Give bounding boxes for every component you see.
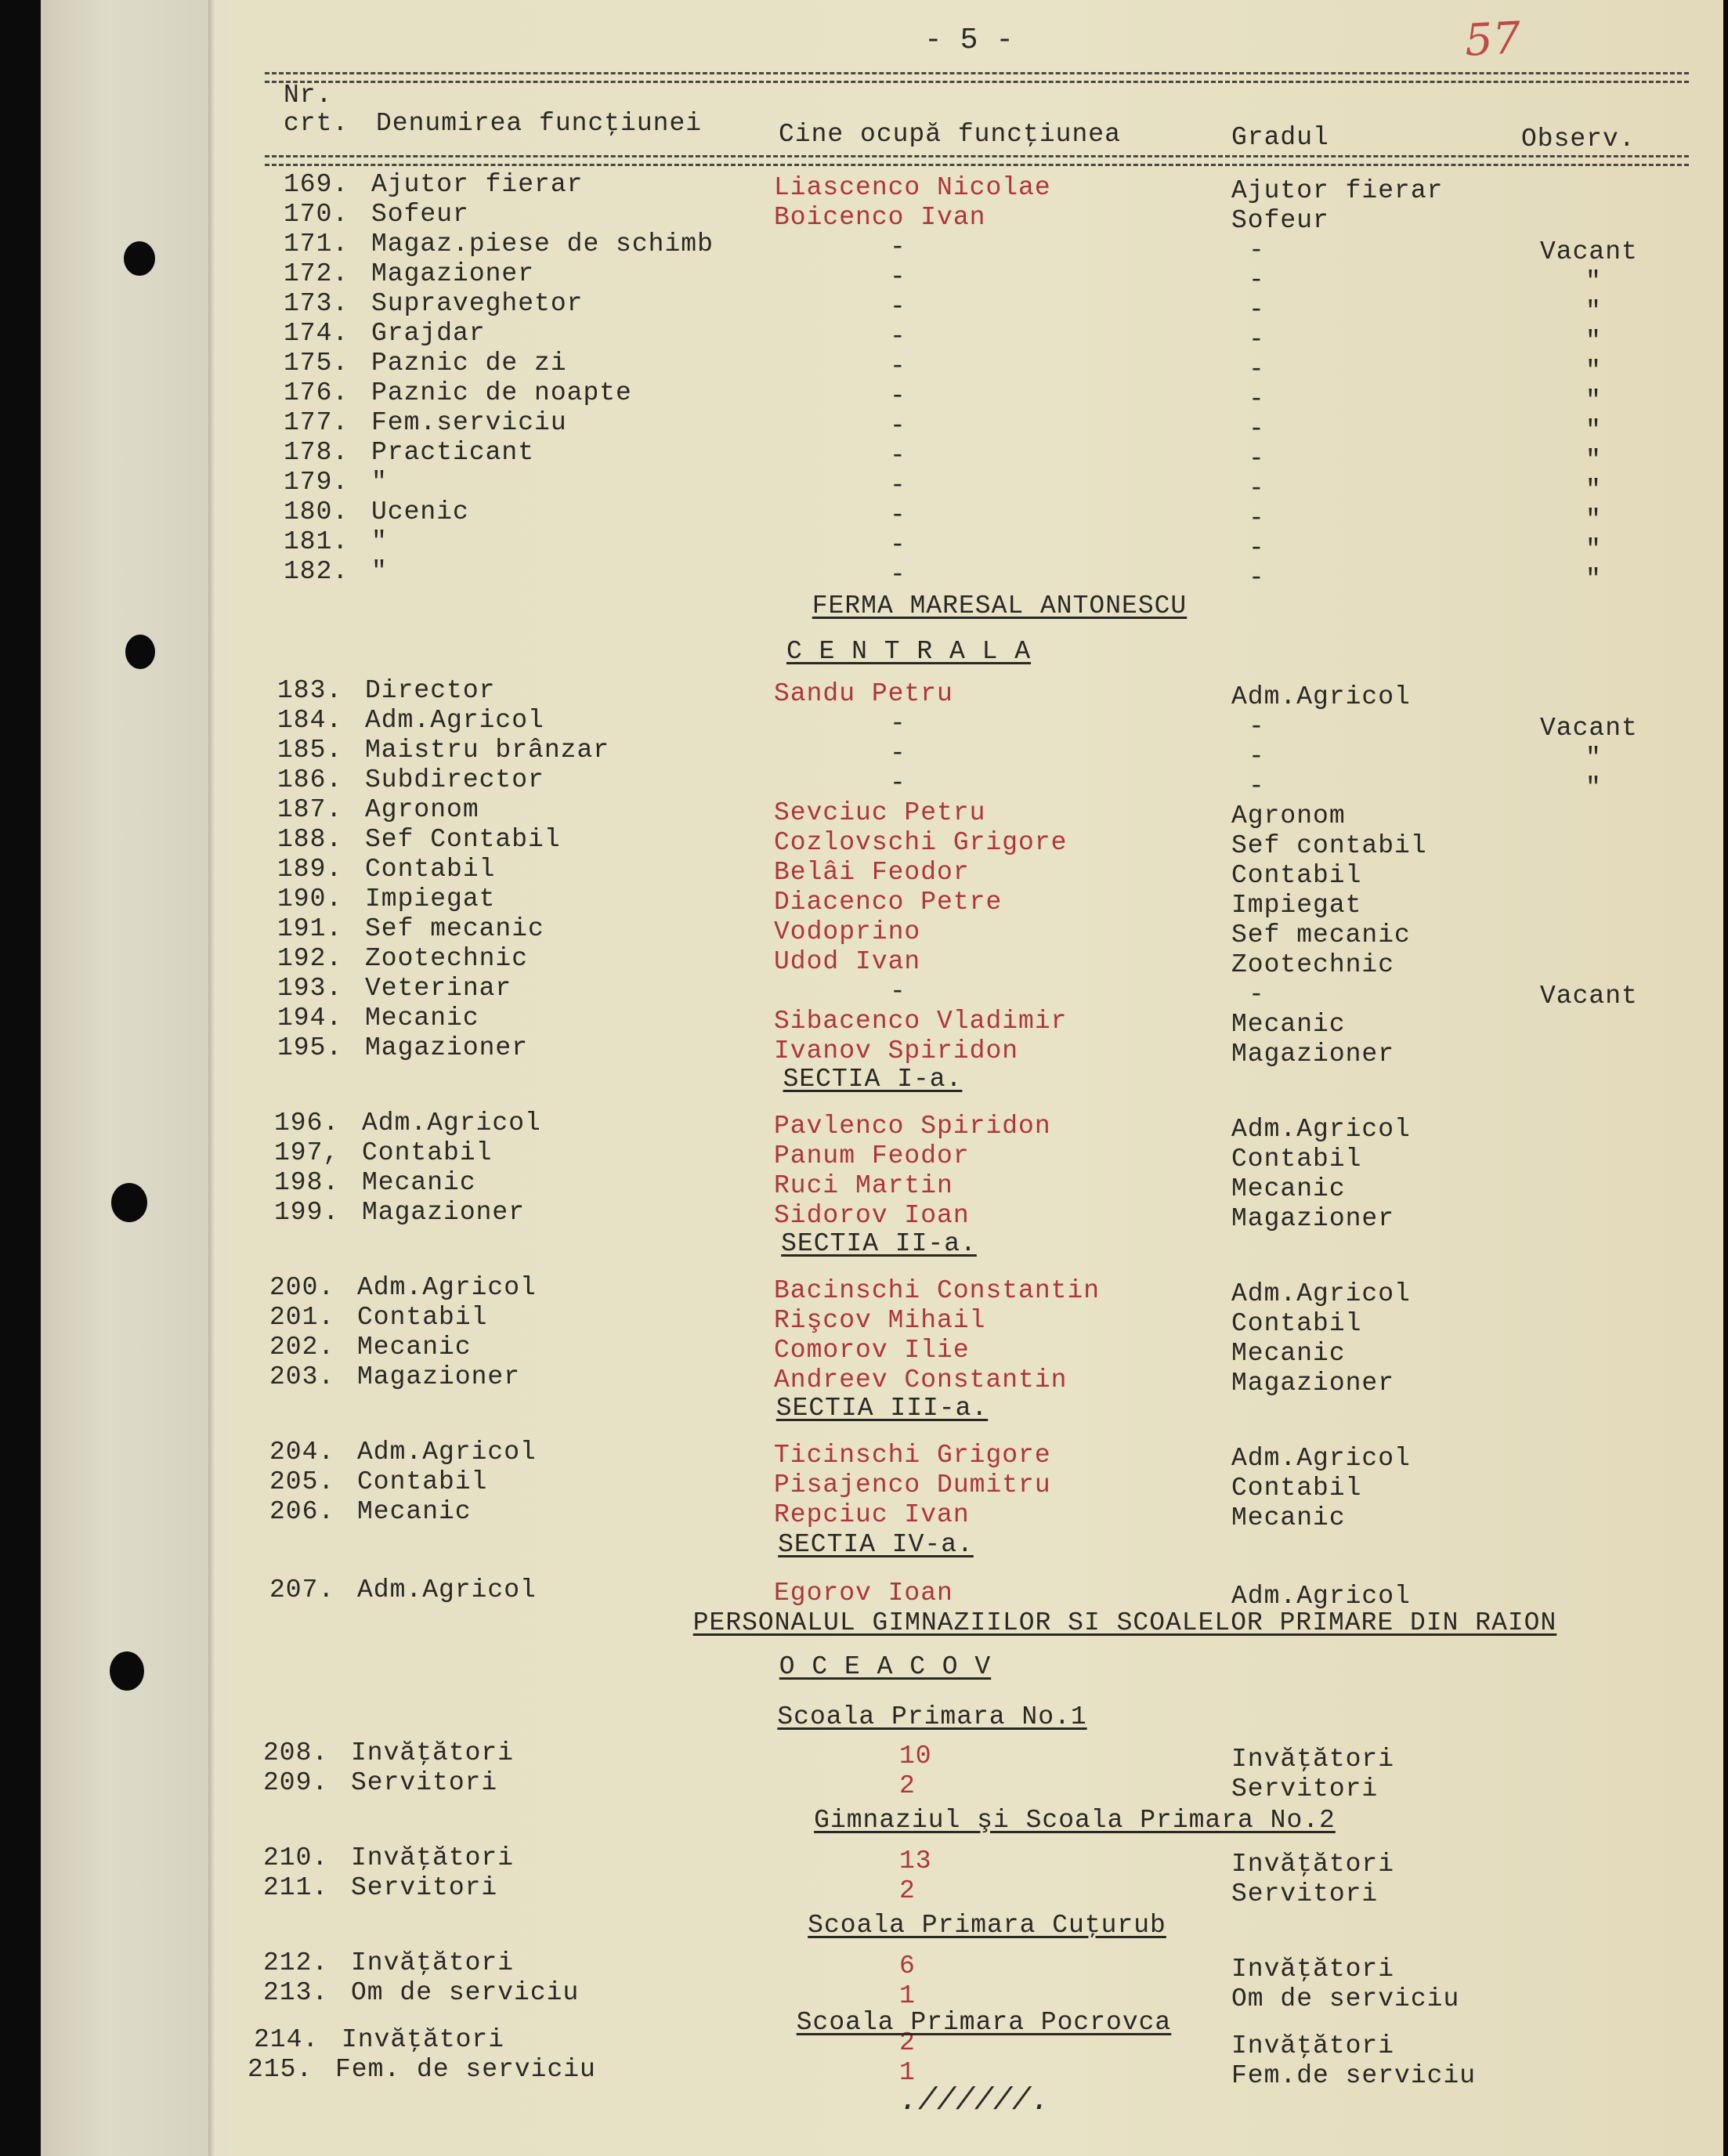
rank: Om de serviciu xyxy=(1231,1984,1460,2013)
heading-sectia-1: SECTIA I-a. xyxy=(783,1065,963,1094)
rank: Adm.Agricol xyxy=(1231,1279,1411,1308)
holder-name: Sevciuc Petru xyxy=(774,798,986,827)
rank: Invăţători xyxy=(1231,2031,1395,2060)
rank: Impiegat xyxy=(1231,891,1362,920)
holder-name: 2 xyxy=(899,1876,916,1905)
heading-sectia-4: SECTIA IV-a. xyxy=(778,1530,974,1559)
rank: - xyxy=(1249,504,1265,533)
row-number: 172. xyxy=(284,259,349,288)
holder-name: - xyxy=(890,530,906,559)
holder-name: Panum Feodor xyxy=(774,1141,970,1170)
rank: Adm.Agricol xyxy=(1231,1582,1411,1611)
holder-name: - xyxy=(890,709,906,738)
header-function: Denumirea funcţiunei xyxy=(376,109,703,138)
heading-ferma: FERMA MARESAL ANTONESCU xyxy=(812,591,1188,620)
row-number: 176. xyxy=(284,378,349,407)
rank: - xyxy=(1249,266,1265,295)
rank: Mecanic xyxy=(1231,1010,1346,1039)
rank: Adm.Agricol xyxy=(1231,1444,1411,1473)
holder-name: Repciuc Ivan xyxy=(774,1500,970,1529)
function-name: Contabil xyxy=(365,855,496,884)
remark: " xyxy=(1585,535,1602,564)
rank: - xyxy=(1249,742,1265,771)
rank: Sef contabil xyxy=(1231,831,1427,860)
function-name: Mecanic xyxy=(362,1168,476,1197)
row-number: 201. xyxy=(269,1303,335,1332)
holder-name: - xyxy=(890,560,906,589)
holder-name: - xyxy=(890,292,906,321)
row-number: 194. xyxy=(277,1004,343,1033)
header-rule-top xyxy=(265,72,1689,83)
remark: " xyxy=(1585,327,1602,356)
row-number: 206. xyxy=(269,1497,335,1526)
function-name: Sef Contabil xyxy=(365,825,561,854)
holder-name: - xyxy=(890,352,906,381)
row-number: 205. xyxy=(269,1467,335,1496)
function-name: Contabil xyxy=(357,1303,488,1332)
punch-hole xyxy=(124,241,155,276)
holder-name: - xyxy=(890,739,906,768)
row-number: 191. xyxy=(277,914,343,943)
holder-name: Boicenco Ivan xyxy=(774,203,986,232)
holder-name: - xyxy=(890,382,906,411)
rank: Invăţători xyxy=(1231,1745,1395,1774)
holder-name: - xyxy=(890,977,906,1006)
remark: " xyxy=(1585,743,1602,772)
holder-name: Sidorov Ioan xyxy=(774,1201,970,1230)
row-number: 170. xyxy=(284,200,349,229)
rank: Sofeur xyxy=(1231,206,1329,235)
page-number: - 5 - xyxy=(924,24,1014,57)
rank: Magazioner xyxy=(1231,1369,1395,1398)
rank: - xyxy=(1249,295,1265,324)
holder-name: - xyxy=(890,769,906,798)
function-name: Impiegat xyxy=(365,884,496,913)
remark: " xyxy=(1585,297,1602,326)
row-number: 175. xyxy=(284,349,349,378)
row-number: 213. xyxy=(263,1978,329,2007)
remark: " xyxy=(1585,476,1602,505)
holder-name: - xyxy=(890,233,906,262)
rank: - xyxy=(1249,414,1265,443)
row-number: 177. xyxy=(284,408,349,437)
row-number: 203. xyxy=(269,1362,335,1391)
header-nr: Nr. xyxy=(284,81,333,110)
row-number: 197, xyxy=(274,1138,340,1167)
function-name: Servitori xyxy=(351,1768,498,1797)
holder-name: 2 xyxy=(899,1771,916,1800)
holder-name: Bacinschi Constantin xyxy=(774,1276,1101,1305)
rank: Servitori xyxy=(1231,1879,1379,1908)
holder-name: Diacenco Petre xyxy=(774,888,1003,917)
row-number: 193. xyxy=(277,974,343,1003)
row-number: 207. xyxy=(269,1575,335,1604)
header-rule-bottom xyxy=(265,155,1689,166)
function-name: Invăţători xyxy=(351,1948,515,1977)
function-name: Mecanic xyxy=(357,1497,472,1526)
holder-name: 2 xyxy=(899,2028,916,2057)
rank: - xyxy=(1249,712,1265,741)
rank: Ajutor fierar xyxy=(1231,176,1444,205)
function-name: Om de serviciu xyxy=(351,1978,580,2007)
heading-personal-gimnazii: PERSONALUL GIMNAZIILOR SI SCOALELOR PRIMARE DIN RAION xyxy=(692,1608,1557,1637)
function-name: Contabil xyxy=(362,1138,493,1167)
binding-margin xyxy=(41,0,208,2156)
row-number: 208. xyxy=(263,1738,329,1767)
row-number: 190. xyxy=(277,884,343,913)
holder-name: - xyxy=(890,441,906,470)
holder-name: - xyxy=(890,501,906,530)
holder-name: 1 xyxy=(899,1981,916,2010)
row-number: 212. xyxy=(263,1948,329,1977)
page-fold-shadow xyxy=(208,0,215,2156)
remark: " xyxy=(1585,267,1602,296)
row-number: 171. xyxy=(284,230,349,259)
function-name: Servitori xyxy=(351,1873,498,1902)
row-number: 180. xyxy=(284,497,349,526)
punch-hole xyxy=(125,635,155,669)
holder-name: Ruci Martin xyxy=(774,1171,953,1200)
holder-name: 6 xyxy=(899,1952,916,1981)
holder-name: 13 xyxy=(899,1847,932,1876)
row-number: 178. xyxy=(284,438,349,467)
holder-name: - xyxy=(890,411,906,440)
rank: Sef mecanic xyxy=(1231,921,1411,950)
row-number: 184. xyxy=(277,706,343,735)
heading-gimnaziul-2: Gimnaziul şi Scoala Primara No.2 xyxy=(814,1806,1336,1835)
holder-name: - xyxy=(890,322,906,351)
holder-name: Ivanov Spiridon xyxy=(774,1036,1019,1065)
rank: - xyxy=(1249,772,1265,801)
rank: Invăţători xyxy=(1231,1850,1395,1879)
function-name: Agronom xyxy=(365,795,479,824)
row-number: 195. xyxy=(277,1033,343,1062)
row-number: 215. xyxy=(248,2055,313,2084)
heading-oceacov: O C E A C O V xyxy=(779,1652,992,1681)
rank: - xyxy=(1249,444,1265,473)
header-holder: Cine ocupă funcţiunea xyxy=(779,120,1121,149)
heading-scoala-1: Scoala Primara No.1 xyxy=(777,1702,1087,1731)
rank: - xyxy=(1249,563,1265,592)
row-number: 169. xyxy=(284,170,349,199)
header-remarks: Observ. xyxy=(1521,125,1636,154)
heading-scoala-pocrovca: Scoala Primara Pocrovca xyxy=(796,2008,1172,2037)
remark: Vacant xyxy=(1540,982,1638,1011)
holder-name: Comorov Ilie xyxy=(774,1336,970,1365)
rank: - xyxy=(1249,980,1265,1009)
rank: Magazioner xyxy=(1231,1204,1395,1233)
rank: Invăţători xyxy=(1231,1955,1395,1984)
function-name: Practicant xyxy=(371,438,535,467)
function-name: Magaz.piese de schimb xyxy=(371,230,714,259)
function-name: Invăţători xyxy=(351,1738,515,1767)
holder-name: Ticinschi Grigore xyxy=(774,1441,1051,1470)
holder-name: Pavlenco Spiridon xyxy=(774,1112,1051,1141)
row-number: 181. xyxy=(284,527,349,556)
rank: Zootechnic xyxy=(1231,950,1395,979)
row-number: 188. xyxy=(277,825,343,854)
function-name: Sofeur xyxy=(371,200,469,229)
remark: " xyxy=(1585,773,1602,802)
holder-name: Andreev Constantin xyxy=(774,1366,1068,1395)
row-number: 199. xyxy=(274,1198,340,1227)
header-crt: crt. xyxy=(284,109,349,138)
remark: " xyxy=(1585,386,1602,415)
function-name: Adm.Agricol xyxy=(362,1109,541,1138)
function-name: " xyxy=(371,468,388,497)
row-number: 202. xyxy=(269,1333,335,1362)
holder-name: Pisajenco Dumitru xyxy=(774,1470,1051,1499)
holder-name: - xyxy=(890,262,906,291)
rank: Contabil xyxy=(1231,1474,1362,1503)
row-number: 182. xyxy=(284,557,349,586)
function-name: Magazioner xyxy=(362,1198,526,1227)
function-name: Subdirector xyxy=(365,765,544,794)
rank: Contabil xyxy=(1231,1145,1362,1174)
rank: - xyxy=(1249,236,1265,265)
holder-name: Belâi Feodor xyxy=(774,858,970,887)
function-name: Ucenic xyxy=(371,497,469,526)
row-number: 173. xyxy=(284,289,349,318)
row-number: 209. xyxy=(263,1768,329,1797)
rank: Mecanic xyxy=(1231,1339,1346,1368)
rank: Agronom xyxy=(1231,801,1346,830)
function-name: " xyxy=(371,527,388,556)
remark: " xyxy=(1585,446,1602,475)
heading-centrala: C E N T R A L A xyxy=(786,637,1032,666)
function-name: Director xyxy=(365,676,496,705)
function-name: Supraveghetor xyxy=(371,289,584,318)
rank: - xyxy=(1249,355,1265,384)
row-number: 187. xyxy=(277,795,343,824)
function-name: Paznic de zi xyxy=(371,349,567,378)
remark: Vacant xyxy=(1540,237,1638,266)
function-name: Adm.Agricol xyxy=(357,1273,537,1302)
holder-name: Egorov Ioan xyxy=(774,1579,953,1608)
row-number: 214. xyxy=(254,2025,320,2054)
holder-name: 1 xyxy=(899,2058,916,2087)
row-number: 204. xyxy=(269,1438,335,1467)
function-name: " xyxy=(371,557,388,586)
row-number: 174. xyxy=(284,319,349,348)
function-name: Adm.Agricol xyxy=(357,1575,537,1604)
holder-name: - xyxy=(890,471,906,500)
row-number: 200. xyxy=(269,1273,335,1302)
end-mark: .//////. xyxy=(899,2084,1050,2119)
rank: - xyxy=(1249,534,1265,563)
row-number: 196. xyxy=(274,1109,340,1138)
function-name: Mecanic xyxy=(357,1333,472,1362)
function-name: Contabil xyxy=(357,1467,488,1496)
function-name: Grajdar xyxy=(371,319,486,348)
row-number: 179. xyxy=(284,468,349,497)
row-number: 192. xyxy=(277,944,343,973)
heading-sectia-2: SECTIA II-a. xyxy=(781,1229,977,1258)
function-name: Ajutor fierar xyxy=(371,170,584,199)
holder-name: Cozlovschi Grigore xyxy=(774,828,1068,857)
rank: Adm.Agricol xyxy=(1231,682,1411,711)
rank: - xyxy=(1249,474,1265,503)
row-number: 185. xyxy=(277,736,343,765)
rank: - xyxy=(1249,385,1265,414)
holder-name: Liascenco Nicolae xyxy=(774,173,1051,202)
function-name: Invăţători xyxy=(351,1843,515,1872)
remark: " xyxy=(1585,416,1602,445)
rank: Adm.Agricol xyxy=(1231,1115,1411,1144)
rank: Fem.de serviciu xyxy=(1231,2061,1477,2090)
row-number: 183. xyxy=(277,676,343,705)
remark: " xyxy=(1585,356,1602,385)
remark: " xyxy=(1585,505,1602,534)
holder-name: Udod Ivan xyxy=(774,947,921,976)
function-name: Veterinar xyxy=(365,974,512,1003)
rank: Mecanic xyxy=(1231,1503,1346,1532)
holder-name: Sibacenco Vladimir xyxy=(774,1007,1068,1036)
rank: Contabil xyxy=(1231,861,1362,890)
row-number: 211. xyxy=(263,1873,329,1902)
function-name: Fem. de serviciu xyxy=(335,2055,596,2084)
heading-sectia-3: SECTIA III-a. xyxy=(775,1394,989,1423)
remark: Vacant xyxy=(1540,714,1638,743)
function-name: Magazioner xyxy=(365,1033,529,1062)
row-number: 198. xyxy=(274,1168,340,1197)
function-name: Zootechnic xyxy=(365,944,529,973)
folio-number: 57 xyxy=(1463,13,1522,67)
function-name: Magazioner xyxy=(357,1362,521,1391)
header-rank: Gradul xyxy=(1231,123,1329,152)
rank: - xyxy=(1249,325,1265,354)
holder-name: Vodoprino xyxy=(774,917,921,946)
holder-name: Sandu Petru xyxy=(774,679,953,708)
function-name: Magazioner xyxy=(371,259,535,288)
function-name: Mecanic xyxy=(365,1004,479,1033)
punch-hole xyxy=(111,1183,147,1222)
rank: Contabil xyxy=(1231,1309,1362,1338)
row-number: 186. xyxy=(277,765,343,794)
function-name: Sef mecanic xyxy=(365,914,544,943)
row-number: 210. xyxy=(263,1843,329,1872)
function-name: Maistru brânzar xyxy=(365,736,610,765)
function-name: Adm.Agricol xyxy=(357,1438,537,1467)
remark: " xyxy=(1585,565,1602,594)
rank: Servitori xyxy=(1231,1774,1379,1803)
rank: Magazioner xyxy=(1231,1040,1395,1069)
function-name: Adm.Agricol xyxy=(365,706,544,735)
punch-hole xyxy=(110,1651,144,1691)
row-number: 189. xyxy=(277,855,343,884)
rank: Mecanic xyxy=(1231,1174,1346,1203)
holder-name: 10 xyxy=(899,1742,932,1771)
function-name: Fem.serviciu xyxy=(371,408,567,437)
holder-name: Rişcov Mihail xyxy=(774,1306,986,1335)
heading-scoala-cuturub: Scoala Primara Cuţurub xyxy=(808,1911,1166,1940)
function-name: Paznic de noapte xyxy=(371,378,632,407)
function-name: Invăţători xyxy=(342,2025,505,2054)
